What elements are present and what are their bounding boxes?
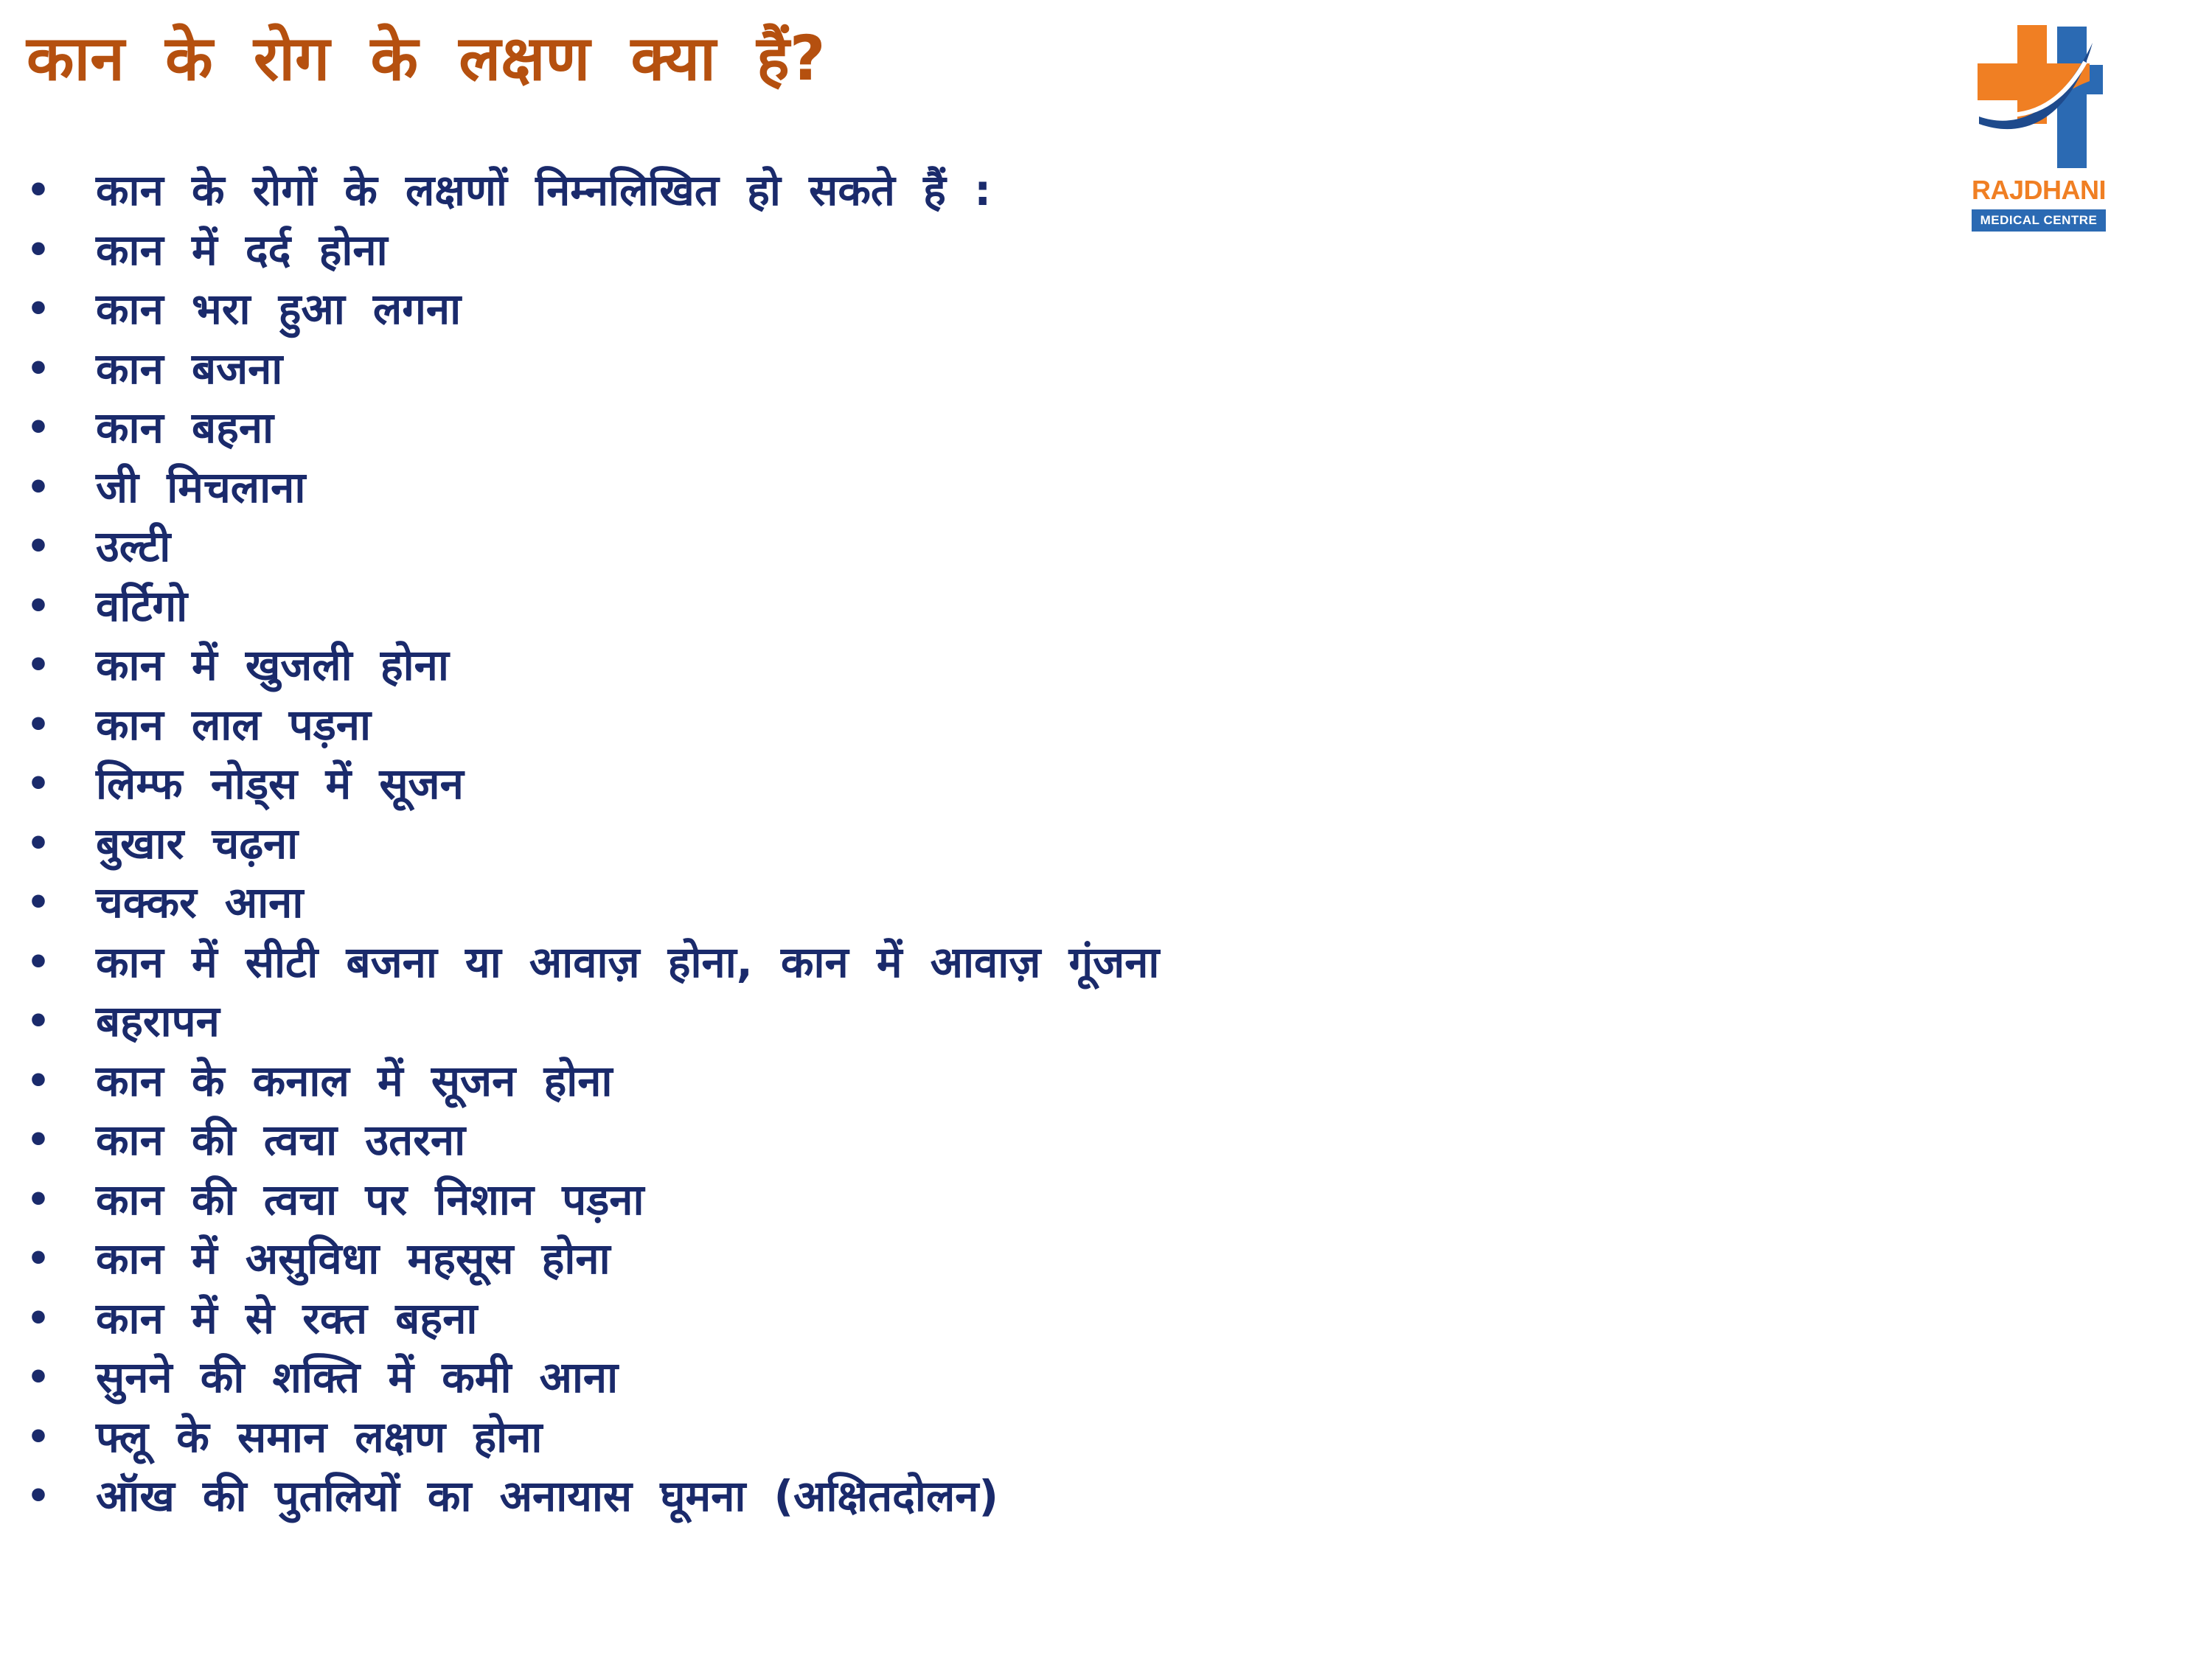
symptom-item (27, 161, 1159, 220)
symptom-text: कान के रोगों के लक्षणों निम्नलिखित हो सकते हैं : (96, 165, 992, 215)
logo-name: RAJDHANI (1971, 175, 2106, 205)
bullet-icon: • (27, 1475, 50, 1517)
symptom-item (27, 339, 1159, 399)
symptom-text: बहरापन (96, 996, 220, 1046)
symptom-item (27, 1289, 1159, 1349)
symptom-text: कान बहना (96, 403, 274, 453)
symptom-text: कान लाल पड़ना (96, 699, 371, 750)
symptom-text: फ्लू के समान लक्षण होना (96, 1411, 543, 1462)
bullet-icon: • (27, 347, 50, 390)
medical-cross-icon (1975, 21, 2103, 168)
logo-subtitle: MEDICAL CENTRE (1972, 209, 2106, 232)
bullet-icon: • (27, 1000, 50, 1043)
symptom-item (27, 279, 1159, 339)
bullet-icon: • (27, 881, 50, 924)
symptom-text: कान में खुजली होना (96, 640, 449, 690)
symptom-text: कान बजना (96, 343, 283, 394)
bullet-icon: • (27, 703, 50, 746)
symptom-item (27, 873, 1159, 933)
symptom-item (27, 933, 1159, 992)
symptom-text: कान की त्वचा उतरना (96, 1115, 466, 1165)
symptom-text: जी मिचलाना (96, 462, 306, 512)
symptom-list (27, 161, 1159, 1526)
symptom-item (27, 814, 1159, 874)
symptom-item (27, 636, 1159, 695)
symptom-text: चक्कर आना (96, 877, 304, 928)
symptom-item (27, 517, 1159, 577)
symptom-text: वर्टिगो (96, 580, 188, 631)
symptom-text: लिम्फ नोड्स में सूजन (96, 759, 464, 809)
symptom-text: कान की त्वचा पर निशान पड़ना (96, 1174, 644, 1225)
symptom-text: कान में से रक्त बहना (96, 1293, 478, 1343)
bullet-icon: • (27, 169, 50, 212)
bullet-icon: • (27, 1237, 50, 1280)
bullet-icon: • (27, 1415, 50, 1458)
symptom-item (27, 1348, 1159, 1408)
symptom-text: कान में असुविधा महसूस होना (96, 1234, 611, 1284)
symptom-item (27, 220, 1159, 280)
symptom-text: बुखार चढ़ना (96, 818, 299, 869)
bullet-icon: • (27, 1059, 50, 1102)
symptom-item (27, 754, 1159, 814)
symptom-item (27, 1110, 1159, 1170)
symptom-text: उल्टी (96, 521, 171, 571)
bullet-icon: • (27, 1356, 50, 1399)
bullet-icon: • (27, 406, 50, 449)
symptom-text: कान के कनाल में सूजन होना (96, 1055, 613, 1106)
symptom-item (27, 577, 1159, 636)
bullet-icon: • (27, 1296, 50, 1340)
symptom-item (27, 398, 1159, 458)
bullet-icon: • (27, 525, 50, 568)
symptom-item (27, 1051, 1159, 1111)
rajdhani-logo (1961, 21, 2116, 234)
symptom-item (27, 1170, 1159, 1230)
slide-title: कान के रोग के लक्षण क्या हैं? (27, 22, 826, 94)
bullet-icon: • (27, 1119, 50, 1161)
symptom-item (27, 1408, 1159, 1467)
bullet-icon: • (27, 228, 50, 271)
symptom-item (27, 1229, 1159, 1289)
bullet-icon: • (27, 465, 50, 509)
symptom-text: कान में सीटी बजना या आवाज़ होना, कान में आवाज़ गूंजना (96, 936, 1160, 987)
symptom-text: कान भरा हुआ लगना (96, 284, 462, 334)
symptom-text: सुनने की शक्ति में कमी आना (96, 1352, 619, 1402)
symptom-text: कान में दर्द होना (96, 224, 388, 275)
symptom-text: ऑख की पुतलियों का अनायास घूमना (अक्षितदोलन) (96, 1471, 998, 1521)
symptom-item (27, 1467, 1159, 1526)
bullet-icon: • (27, 288, 50, 330)
symptom-item (27, 695, 1159, 755)
bullet-icon: • (27, 1178, 50, 1221)
bullet-icon: • (27, 644, 50, 686)
bullet-icon: • (27, 584, 50, 627)
bullet-icon: • (27, 762, 50, 805)
bullet-icon: • (27, 821, 50, 865)
bullet-icon: • (27, 940, 50, 984)
symptom-item (27, 458, 1159, 518)
symptom-item (27, 992, 1159, 1051)
